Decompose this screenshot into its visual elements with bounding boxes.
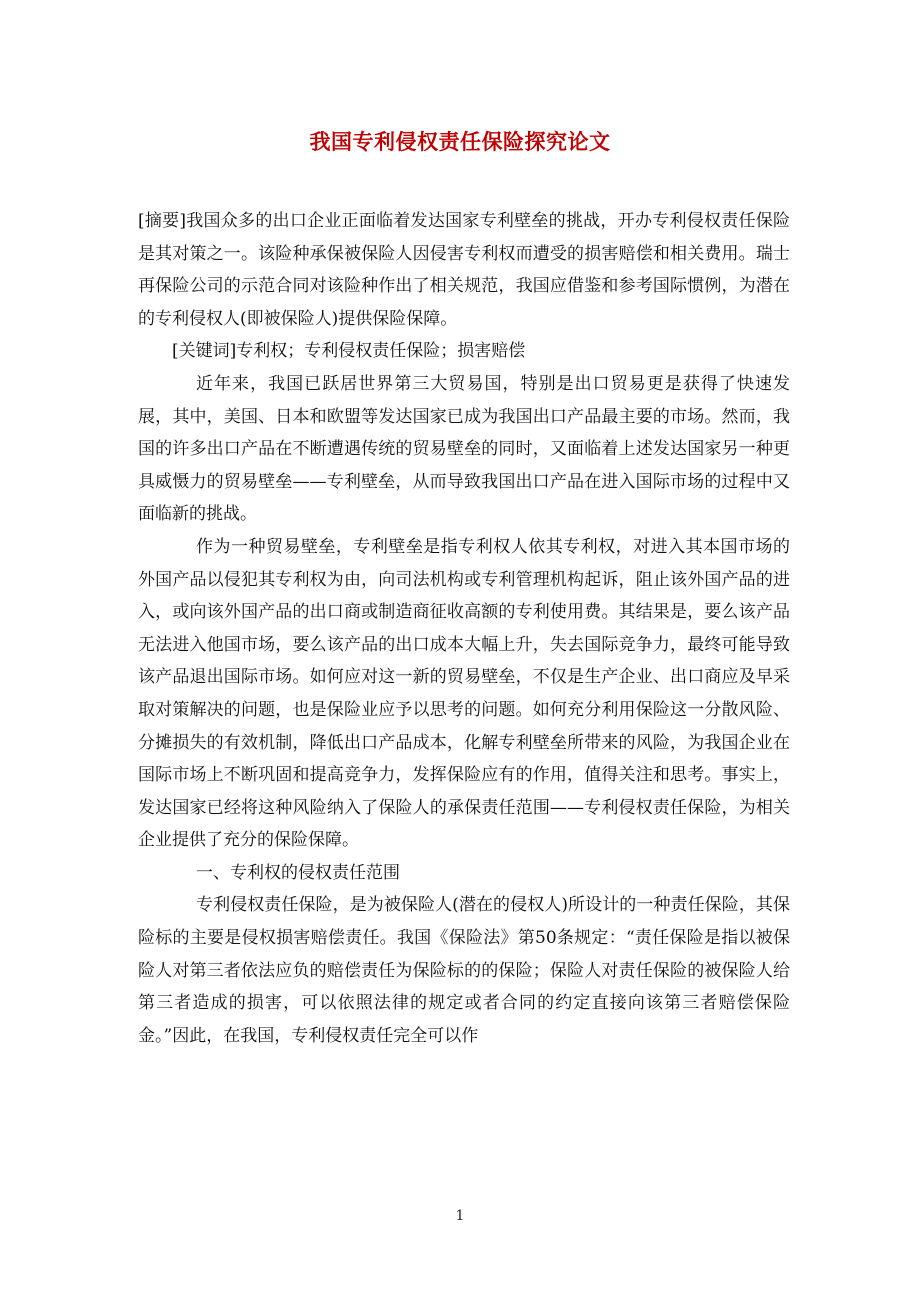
body-paragraph: 作为一种贸易壁垒，专利壁垒是指专利权人依其专利权，对进入其本国市场的外国产品以侵犯其专利权为由，向司法机构或专利管理机构起诉，阻止该外国产品的进入，或向该外国产品的出口商或制造商征收高额的专利使用费。其结果是，要么该产品无法进入他国市场，要么该产品的出口成本大幅上升，失去国际竞争力，最终可能导致该产品退出国际市场。如何应对这一新的贸易壁垒，不仅是生产企业、出口商应及早采取对策解决的问题，也是保险业应予以思考的问题。如何充分利用保险这一分散风险、分摊损失的有效机制，降低出口产品成本，化解专利壁垒所带来的风险，为我国企业在国际市场上不断巩固和提高竞争力，发挥保险应有的作用，值得关注和思考。事实上，发达国家已经将这种风险纳入了保险人的承保责任范围——专利侵权责任保险，为相关企业提供了充分的保险保障。 xyxy=(138,536,790,851)
body-paragraph: 专利侵权责任保险，是为被保险人(潜在的侵权人)所设计的一种责任保险，其保险标的主要是侵权损害赔偿责任。我国《保险法》第50条规定：“责任保险是指以被保险人对第三者依法应负的赔偿责任为保险标的的保险；保险人对责任保险的被保险人给第三者造成的损害，可以依照法律的规定或者合同的约定直接向该第三者赔偿保险金。”因此，在我国，专利侵权责任完全可以作 xyxy=(138,895,790,1046)
section-heading: 一、专利权的侵权责任范围 xyxy=(196,862,400,883)
document-body xyxy=(138,205,790,1052)
document-title: 我国专利侵权责任保险探究论文 xyxy=(309,129,611,154)
page-number: 1 xyxy=(455,1208,465,1224)
body-paragraph: 近年来，我国已跃居世界第三大贸易国，特别是出口贸易更是获得了快速发展，其中，美国、日本和欧盟等发达国家已成为我国出口产品最主要的市场。然而，我国的许多出口产品在不断遭遇传统的贸易壁垒的同时，又面临着上述发达国家另一种更具威慑力的贸易壁垒——专利壁垒，从而导致我国出口产品在进入国际市场的过程中又面临新的挑战。 xyxy=(138,373,790,525)
keywords-paragraph: [关键词]专利权；专利侵权责任保险；损害赔偿 xyxy=(172,341,526,362)
abstract-paragraph: [摘要]我国众多的出口企业正面临着发达国家专利壁垒的挑战，开办专利侵权责任保险是其对策之一。该险种承保被保险人因侵害专利权而遭受的损害赔偿和相关费用。瑞士再保险公司的示范合同对该险种作出了相关规范，我国应借鉴和参考国际惯例，为潜在的专利侵权人(即被保险人)提供保险保障。 xyxy=(138,211,790,329)
